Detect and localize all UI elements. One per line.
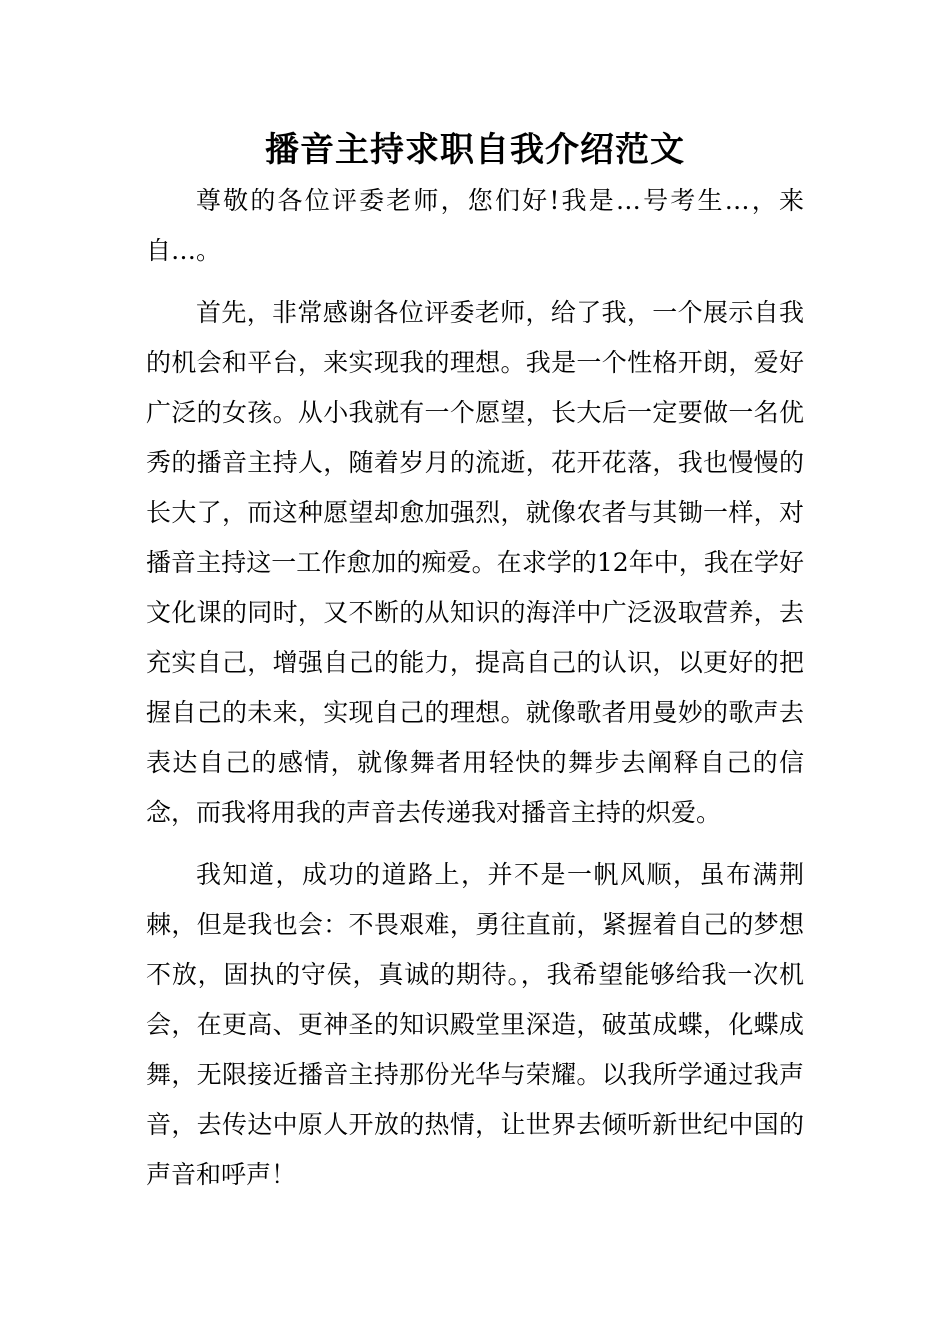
paragraph-conclusion: 我知道，成功的道路上，并不是一帆风顺，虽布满荆棘，但是我也会：不畏艰难，勇往直前，紧握着自己的梦想不放，固执的守侯，真诚的期待。，我希望能够给我一次机会，在更高、更神圣的知识殿堂里深造，破茧成蝶，化蝶成舞，无限接近播音主持那份光华与荣耀。以我所学通过我声音，去传达中原人开放的热情，让世界去倾听新世纪中国的声音和呼声！ [146,860,804,1189]
document-body [146,176,804,1212]
paragraph-greeting: 尊敬的各位评委老师，您们好!我是…号考生…，来自…。 [146,186,804,265]
paragraph-introduction: 首先，非常感谢各位评委老师，给了我，一个展示自我的机会和平台，来实现我的理想。我是一个性格开朗，爱好广泛的女孩。从小我就有一个愿望，长大后一定要做一名优秀的播音主持人，随着岁月的流逝，花开花落，我也慢慢的长大了，而这种愿望却愈加强烈，就像农者与其锄一样，对播音主持这一工作愈加的痴爱。在求学的12年中，我在学好文化课的同时，又不断的从知识的海洋中广泛汲取营养，去充实自己，增强自己的能力，提高自己的认识，以更好的把握自己的未来，实现自己的理想。就像歌者用曼妙的歌声去表达自己的感情，就像舞者用轻快的舞步去阐释自己的信念，而我将用我的声音去传递我对播音主持的炽爱。 [146,298,804,827]
document-title: 播音主持求职自我介绍范文 [265,130,685,170]
